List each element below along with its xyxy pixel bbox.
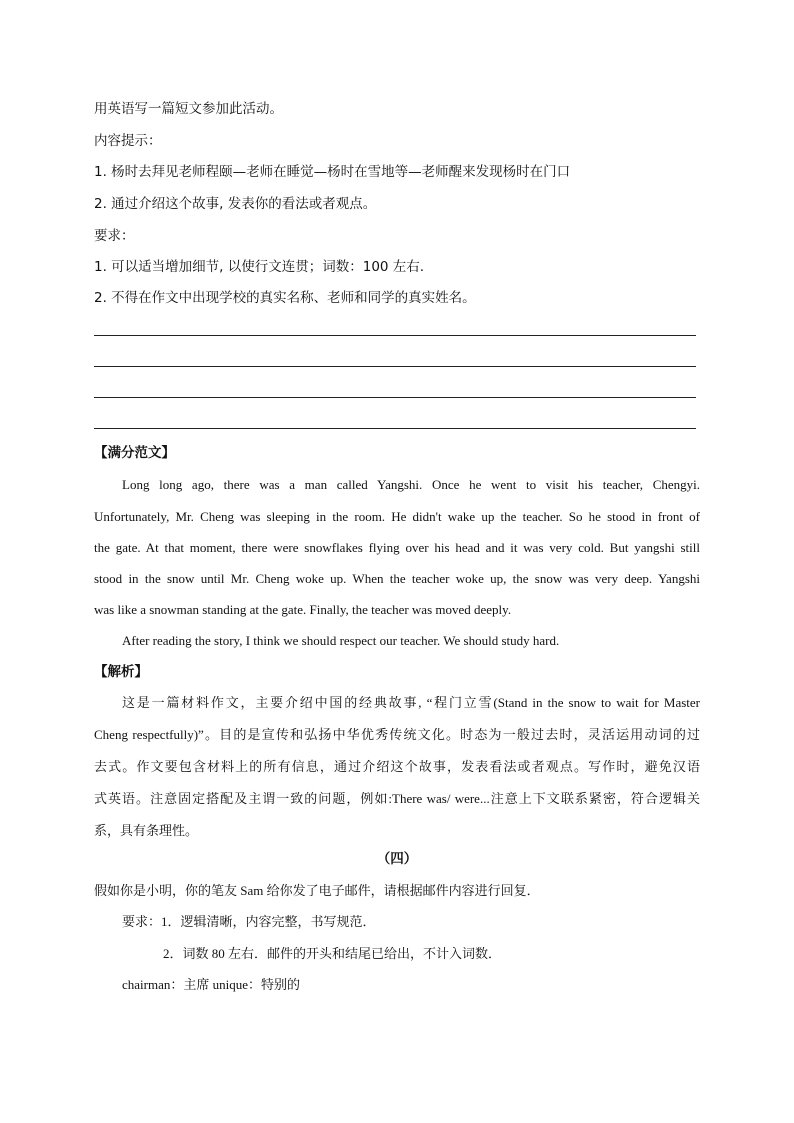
model-essay-line-4: stood in the snow until Mr. Cheng woke up. When the teacher woke up, the snow was very deep. Yangshi [94, 571, 700, 586]
hint-item-2: 2. 通过介绍这个故事, 发表你的看法或者观点。 [94, 196, 377, 212]
writing-line-3 [94, 397, 696, 398]
task-intro: 假如你是小明，你的笔友 Sam 给你发了电子邮件，请根据邮件内容进行回复． [94, 883, 540, 898]
analysis-line-2: Cheng respectfully)”。目的是宣传和弘扬中华优秀传统文化。时态为一般过去时，灵活运用动词的过 [94, 727, 700, 742]
task-requirement-1: 要求：1．逻辑清晰，内容完整，书写规范． [122, 914, 376, 929]
analysis-line-1: 这是一篇材料作文，主要介绍中国的经典故事, “程门立雪(Stand in the snow to wait for Master [122, 695, 700, 710]
task-requirement-2: 2．词数 80 左右．邮件的开头和结尾已给出，不计入词数． [163, 946, 502, 961]
model-essay-heading: 【满分范文】 [94, 445, 175, 461]
hint-item-1: 1. 杨时去拜见老师程颐—老师在睡觉—杨时在雪地等—老师醒来发现杨时在门口 [94, 164, 571, 180]
model-essay-line-2: Unfortunately, Mr. Cheng was sleeping in the room. He didn't wake up the teacher. So he stood in front of [94, 509, 700, 524]
model-essay-line-5: was like a snowman standing at the gate. Finally, the teacher was moved deeply. [94, 602, 512, 617]
vocabulary-note: chairman：主席 unique：特别的 [122, 977, 300, 992]
analysis-line-4: 式英语。注意固定搭配及主谓一致的问题，例如:There was/ were...注意上下文联系紧密，符合逻辑关 [94, 791, 700, 806]
model-essay-line-6: After reading the story, I think we should respect our teacher. We should study hard. [122, 633, 560, 648]
analysis-heading: 【解析】 [94, 664, 148, 680]
analysis-line-3: 去式。作文要包含材料上的所有信息，通过介绍这个故事，发表看法或者观点。写作时，避免汉语 [94, 759, 700, 774]
writing-line-2 [94, 366, 696, 367]
model-essay-line-1: Long long ago, there was a man called Yangshi. Once he went to visit his teacher, Chengyi. [122, 477, 700, 492]
hint-title: 内容提示： [94, 133, 162, 149]
intro-text: 用英语写一篇短文参加此活动。 [94, 101, 283, 117]
requirement-item-1: 1. 可以适当增加细节, 以使行文连贯；词数：100 左右. [94, 259, 425, 275]
section-label: （四） [376, 851, 418, 867]
writing-line-1 [94, 335, 696, 336]
model-essay-line-3: the gate. At that moment, there were snowflakes flying over his head and it was very cold. But yangshi still [94, 540, 700, 555]
analysis-line-5: 系，具有条理性。 [94, 823, 199, 838]
requirements-title: 要求： [94, 228, 135, 244]
writing-line-4 [94, 428, 696, 429]
requirement-item-2: 2. 不得在作文中出现学校的真实名称、老师和同学的真实姓名。 [94, 290, 476, 306]
